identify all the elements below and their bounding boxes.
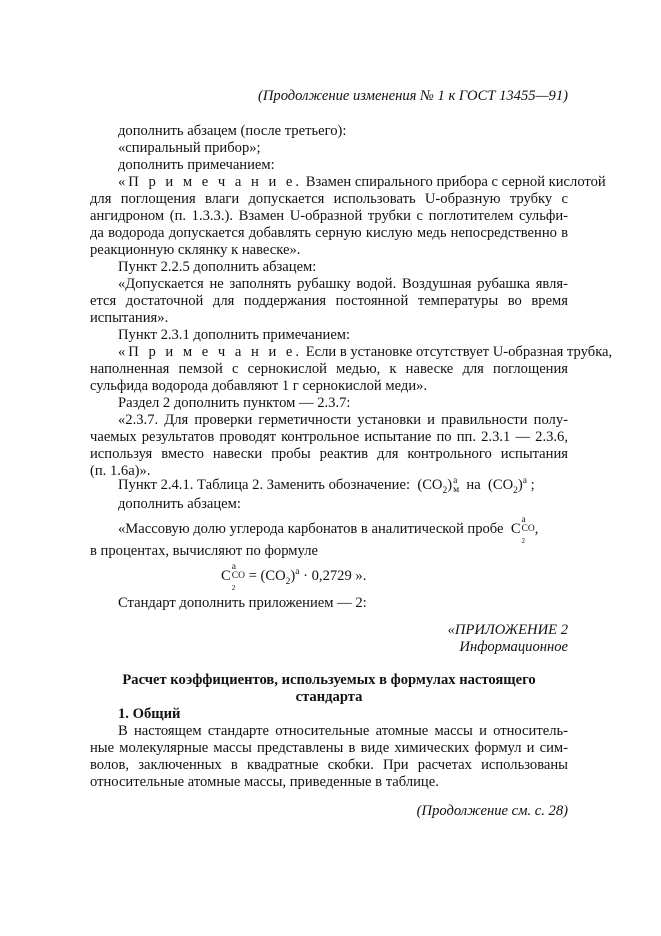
text-line: да водорода допускается добавлять серную кислую медь непосредственно в bbox=[90, 225, 568, 241]
section-heading: 1. Общий bbox=[118, 706, 181, 722]
appendix-title: стандарта bbox=[295, 689, 363, 705]
text-line: В настоящем стандарте относительные атомные массы и относитель- bbox=[118, 723, 568, 739]
text-line: наполненная пемзой с сернокислой медью, к навеске для поглощения bbox=[90, 361, 568, 377]
note-line bbox=[118, 344, 613, 361]
formula-line: Пункт 2.4.1. Таблица 2. Заменить обозначение: $(CO_2)$ а м на $(CO_2)^а$ ; bbox=[118, 475, 535, 496]
appendix-label: «ПРИЛОЖЕНИЕ 2 bbox=[447, 622, 568, 638]
note-text: Взамен спирального прибора с серной кислотой bbox=[302, 174, 606, 190]
formula-co2: $(CO_2)^а$ bbox=[488, 476, 527, 496]
appendix-type: Информационное bbox=[459, 639, 568, 655]
text-line: сульфида водорода добавляют 1 г сернокислой меди». bbox=[90, 378, 428, 394]
text-line: для поглощения влаги допускается использовать U-образную трубку с bbox=[90, 191, 568, 207]
formula-c-co2: C а CO $_2$ bbox=[510, 515, 535, 546]
text-line: ные молекулярные массы представлены в виде химических формул и сим- bbox=[90, 740, 568, 756]
text-line: «2.3.7. Для проверки герметичности установки и правильности полу- bbox=[118, 412, 568, 428]
text-line: Пункт 2.2.5 дополнить абзацем: bbox=[118, 259, 317, 275]
main-formula: C а CO $_2$ = $(CO_2)^а \cdot 0,2729$ ». bbox=[221, 562, 367, 593]
appendix-title: Расчет коэффициентов, используемых в формулах настоящего bbox=[122, 672, 536, 688]
text-line: «спиральный прибор»; bbox=[118, 140, 261, 156]
text-line: Стандарт дополнить приложением — 2: bbox=[118, 595, 367, 611]
text-line: чаемых результатов проводят контрольное испытание по пп. 2.3.1 — 2.3.6, bbox=[90, 429, 568, 445]
text-line: Раздел 2 дополнить пунктом — 2.3.7: bbox=[118, 395, 351, 411]
text-line: испытания». bbox=[90, 310, 169, 326]
text-line: дополнить абзацем (после третьего): bbox=[118, 123, 347, 139]
text-line: (п. 1.6а)». bbox=[90, 463, 151, 479]
note-label: «П р и м е ч а н и е. bbox=[118, 344, 303, 360]
text-line: ангидроном (п. 1.3.3.). Взамен U-образной трубки с поглотителем сульфи- bbox=[90, 208, 568, 224]
formula-co2-m: $(CO_2)$ а м bbox=[417, 475, 460, 496]
note-text: Если в установке отсутствует U-образная трубка, bbox=[302, 344, 613, 360]
text-line: «Допускается не заполнять рубашку водой. Воздушная рубашка явля- bbox=[118, 276, 568, 292]
header-continuation: (Продолжение изменения № 1 к ГОСТ 13455—91) bbox=[258, 88, 568, 104]
text-line: реакционную склянку к навеске». bbox=[90, 242, 301, 258]
text-line: используя вместо навески пробы реактив для контрольного испытания bbox=[90, 446, 568, 462]
text-line: ется достаточной для поддержания постоянной температуры во время bbox=[90, 293, 568, 309]
note-line bbox=[118, 174, 606, 191]
text-line: дополнить примечанием: bbox=[118, 157, 275, 173]
footer-continuation: (Продолжение см. с. 28) bbox=[416, 803, 568, 819]
note-label: «П р и м е ч а н и е. bbox=[118, 174, 303, 190]
text-line: дополнить абзацем: bbox=[118, 496, 241, 512]
text-line: в процентах, вычисляют по формуле bbox=[90, 543, 318, 559]
text-line: относительные атомные массы, приведенные в таблице. bbox=[90, 774, 439, 790]
text-line: волов, заключенных в квадратные скобки. При расчетах использованы bbox=[90, 757, 568, 773]
text-line: Пункт 2.3.1 дополнить примечанием: bbox=[118, 327, 351, 343]
formula-line: «Массовую долю углерода карбонатов в аналитической пробе C а CO $_2$ , bbox=[118, 515, 539, 546]
